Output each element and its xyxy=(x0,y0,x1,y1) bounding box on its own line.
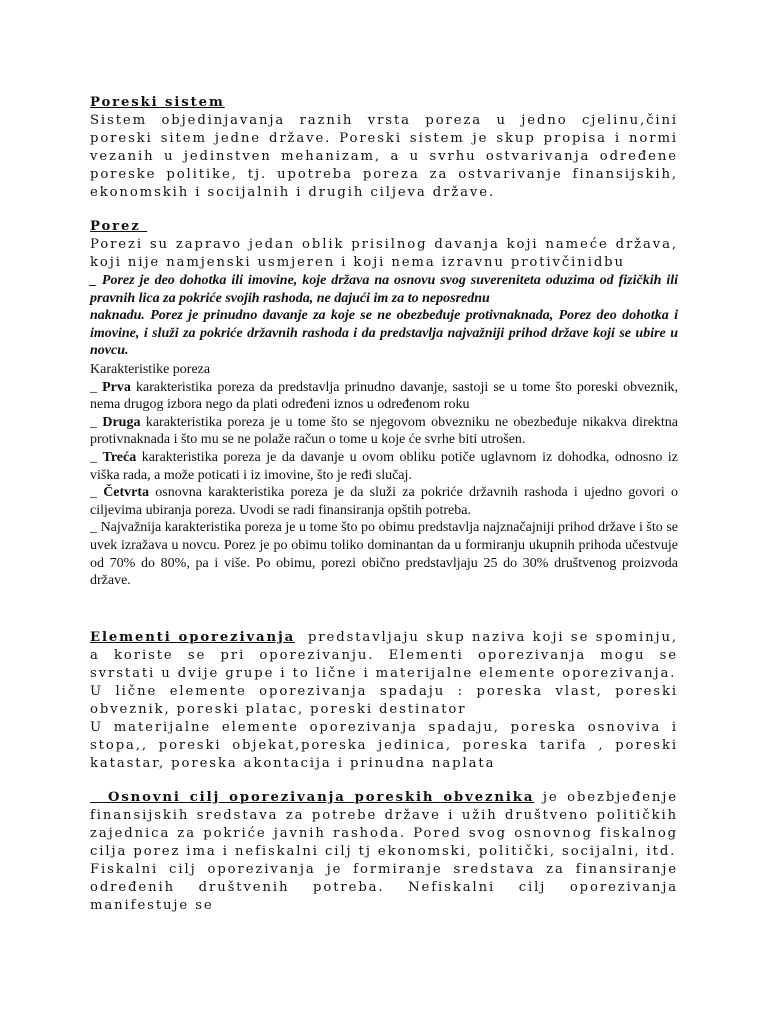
list-bullet: _ xyxy=(90,449,103,465)
section-poreski-sistem xyxy=(90,94,678,202)
paragraph: U lične elemente oporezivanja spadaju : poreska vlast, poreski obveznik, poreski platac, poreski destinator xyxy=(90,684,678,717)
list-item xyxy=(90,519,678,589)
section-porez xyxy=(90,218,678,360)
section-heading: Osnovni cilj oporezivanja poreskih obveznika xyxy=(90,790,535,805)
list-item-text: osnovna karakteristika poreza je da služi za pokriće državnih rashoda i ujedno govori o ciljevima ubiranja poreza. Uvodi se radi finansiranja opštih potreba. xyxy=(90,485,678,518)
paragraph: Sistem objedinjavanja raznih vrsta poreza u jedno cjelinu,čini poreski sitem jedne države. Poreski sistem je skup propisa i normi vezanih u jedinstven mehanizam, a u svrhu ostvarivanja određene poreske politike, tj. upotreba poreza za ostvarivanje finansijskih, ekonomskih i socijalnih i drugih ciljeva države. xyxy=(90,113,678,200)
list-bullet: _ xyxy=(90,379,103,395)
section-elementi-oporezivanja xyxy=(90,629,685,773)
paragraph: Fiskalni cilj oporezivanja je formiranje sredstava za finansiranje određenih društvenih potreba. Nefiskalni cilj oporezivanja manifestuje se xyxy=(90,862,678,913)
list-item-text: karakteristika poreza je da davanje u ovom obliku potiče uglavnom iz dohodka, odnosno iz viška rada, a može poticati i iz imovine, što je ređi slučaj. xyxy=(90,449,678,483)
list-bullet: _ xyxy=(90,485,104,501)
paragraph: Porezi su zapravo jedan oblik prisilnog davanja koji nameće država, koji nije namjenski usmjeren i koji nema izravnu protivčinidbu xyxy=(90,237,678,270)
list-item xyxy=(90,484,678,519)
list-item-text: karakteristika poreza je u tome što se njegovom obvezniku ne obezbeđuje nikakva direktna protivnaknada i što mu se ne polaže račun o tome u koje će svrhe biti utrošen. xyxy=(90,414,679,448)
paragraph xyxy=(90,789,678,861)
list-item xyxy=(90,379,678,414)
paragraph: U materijalne elemente oporezivanja spadaju, poreska osnoviva i stopa,, poreski objekat,poreska jedinica, poreska tarifa , poreski katastar, poreska akontacija i prinudna naplata xyxy=(90,720,678,771)
definition-paragraph: _ Porez je deo dohotka ili imovine, koje država na osnovu svog suvereniteta oduzima od fizičkih ili pravnih lica za pokriće svojih rashoda, ne dajući im za to neposrednu xyxy=(90,273,678,306)
list-item-keyword: Druga xyxy=(102,414,141,430)
paragraph xyxy=(90,629,685,683)
list-item-keyword: Četvrta xyxy=(103,485,150,501)
list-item-text: Najvažnija karakteristika poreza je u tome što po obimu predstavlja najznačajniji prihod države i što se uvek izražava u novcu. Porez je po obimu toliko dominantan da u formiranju ukupnih prihoda učestvuje od 70% do 80%, pa i više. Po obimu, porezi obično predstavljaju 25 do 30% društvenog proizvoda države. xyxy=(90,520,678,589)
section-heading: Elementi oporezivanja xyxy=(90,630,296,645)
list-item-text: karakteristika poreza da predstavlja prinudno davanje, sastoji se u tome što poreski obveznik, nema drugog izbora nego da plati određeni iznos u određenom roku xyxy=(90,379,678,413)
section-heading: Porez xyxy=(90,219,148,234)
list-item-keyword: Treća xyxy=(102,449,137,465)
definition-paragraph: naknadu. Porez je prinudno davanje za koje se ne obezbeđuje protivnaknada, Porez deo dohotka i imovine, i služi za pokriće državnih rashoda i da predstavlja najvažniji prihod države koji se ubire u novcu. xyxy=(90,308,678,359)
paragraph-text: je obezbjeđenje finansijskih sredstava za potrebe države i užih društveno političkih zajednica za pokriće javnih rashoda. Pored svog osnovnog fiskalnog cilja porez ima i nefiskalni cilj tj ekonomski, politički, socijalni, itd. xyxy=(90,790,679,859)
section-osnovni-cilj xyxy=(90,789,678,915)
list-item-keyword: Prva xyxy=(102,379,131,395)
section-karakteristike xyxy=(90,361,678,590)
list-item xyxy=(90,449,678,484)
list-bullet: _ xyxy=(90,520,101,536)
section-heading: Poreski sistem xyxy=(90,95,225,110)
paragraph-text: predstavljaju skup naziva koji se spominju, a koriste se pri oporezivanju. Elementi oporezivanja mogu se svrstati u dvije grupe i to lične i materijalne elemente oporezivanja. xyxy=(90,630,685,681)
list-item xyxy=(90,414,678,449)
section-heading: Karakteristike poreza xyxy=(90,362,211,377)
list-bullet: _ xyxy=(90,414,103,430)
